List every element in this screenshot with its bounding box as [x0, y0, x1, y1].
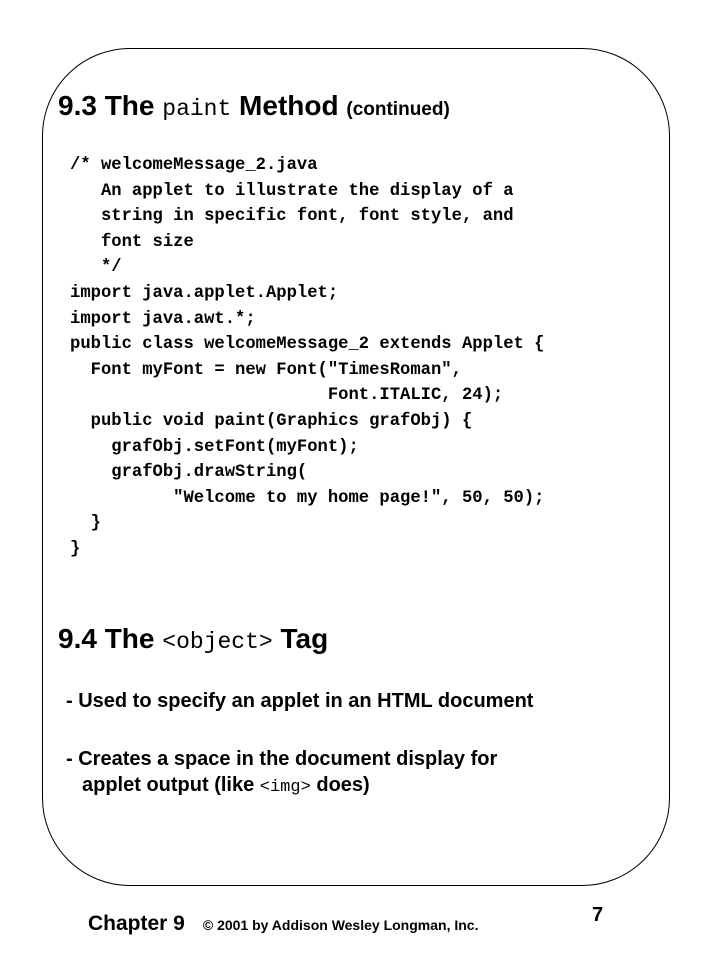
code-line: /* welcomeMessage_2.java [70, 156, 318, 175]
page-number: 7 [592, 904, 604, 926]
code-line: Font.ITALIC, 24); [70, 386, 504, 406]
bullet-code-word: <img> [259, 778, 311, 797]
footer [88, 912, 478, 936]
code-line: */ [70, 258, 122, 278]
code-line: } [70, 514, 101, 534]
section-heading-9-4 [58, 625, 328, 654]
heading-prefix: 9.3 The [58, 90, 163, 121]
code-line: string in specific font, font style, and [70, 207, 514, 227]
bullet-line: - Creates a space in the document display for [66, 748, 498, 770]
code-line: Font myFont = new Font("TimesRoman", [70, 360, 462, 380]
heading-code-word: paint [162, 96, 232, 122]
heading-code-word: <object> [162, 629, 273, 655]
code-listing [70, 153, 544, 563]
code-line: import java.applet.Applet; [70, 283, 339, 303]
code-line: "Welcome to my home page!", 50, 50); [70, 488, 545, 508]
bullet-text: applet output (like [82, 774, 260, 796]
heading-suffix: Tag [272, 623, 329, 654]
footer-chapter: Chapter 9 [88, 912, 185, 935]
code-line: grafObj.setFont(myFont); [70, 437, 359, 457]
footer-copyright: © 2001 by Addison Wesley Longman, Inc. [202, 917, 479, 933]
code-line: import java.awt.*; [70, 309, 256, 329]
section-heading-9-3 [58, 92, 450, 121]
code-line: grafObj.drawString( [70, 463, 308, 483]
code-line: public void paint(Graphics grafObj) { [70, 411, 473, 431]
code-line: An applet to illustrate the display of a [70, 181, 514, 201]
bullet-line [66, 772, 497, 801]
bullet-item [66, 746, 497, 801]
bullet-text: does) [310, 774, 370, 796]
code-line: } [70, 539, 81, 559]
code-line: font size [70, 232, 194, 252]
heading-prefix: 9.4 The [58, 623, 163, 654]
code-line: public class welcomeMessage_2 extends Applet { [70, 335, 545, 355]
heading-continued: (continued) [346, 99, 450, 120]
heading-suffix: Method [231, 90, 347, 121]
bullet-item: - Used to specify an applet in an HTML document [66, 690, 534, 712]
